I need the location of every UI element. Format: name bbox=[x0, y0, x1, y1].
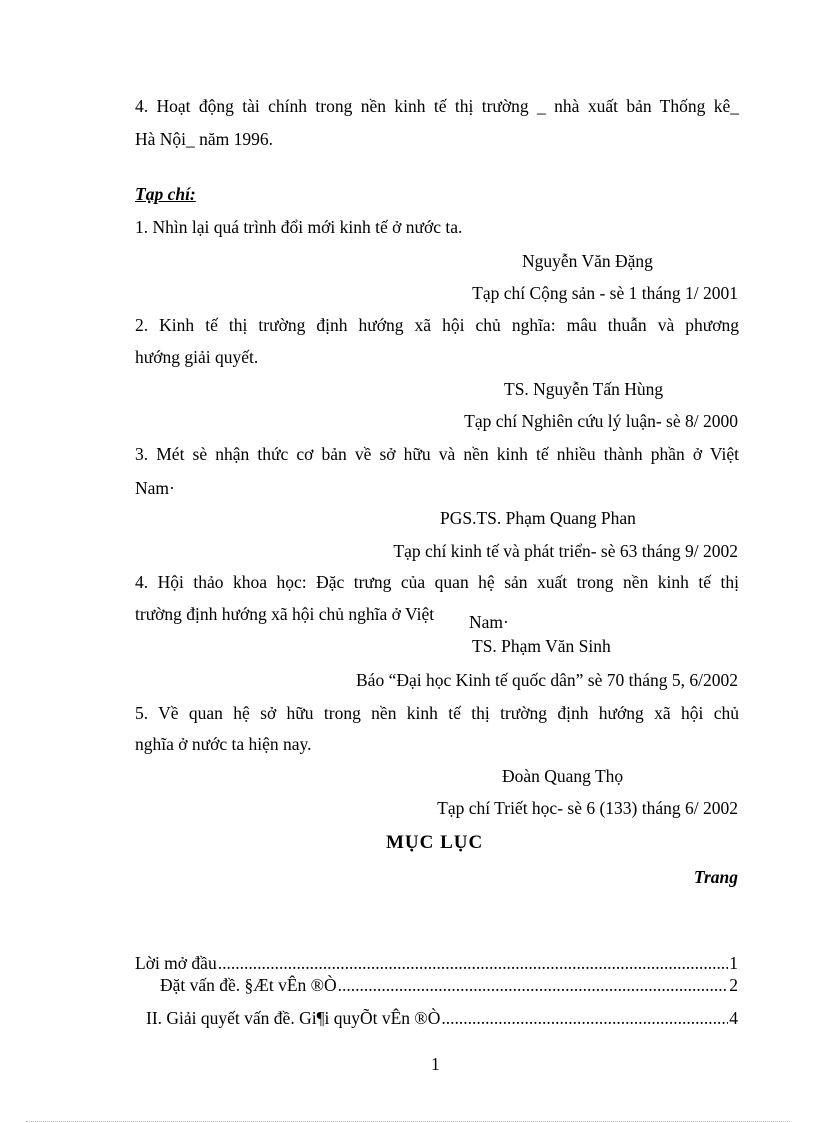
toc-entry[interactable] bbox=[160, 977, 738, 995]
journal-2-title-line-1: 2. Kinh tế thị trường định hướng xã hội chủ nghĩa: mâu thuẫn và phương bbox=[135, 315, 739, 335]
toc-leader-dots bbox=[441, 1010, 728, 1028]
toc-entry-label: II. Giải quyết vấn đề. Gi¶i quyÕt vÊn ®Ò bbox=[146, 1008, 441, 1028]
journal-1-title: 1. Nhìn lại quá trình đổi mới kinh tế ở nước ta. bbox=[135, 217, 463, 237]
toc-leader-dots bbox=[218, 955, 729, 973]
book-item-4-line-1: 4. Hoạt động tài chính trong nền kinh tế thị trường _ nhà xuất bản Thống kê_ bbox=[135, 96, 739, 116]
toc-entry[interactable] bbox=[146, 1010, 738, 1028]
toc-title: MỤC LỤC bbox=[386, 832, 484, 853]
journal-2-source: Tạp chí Nghiên cứu lý luận- sè 8/ 2000 bbox=[464, 411, 738, 431]
journals-heading: Tạp chí: bbox=[135, 184, 196, 204]
toc-entry-label: Lời mở đầu bbox=[135, 953, 217, 973]
book-item-4-line-2: Hà Nội_ năm 1996. bbox=[135, 129, 274, 149]
toc-entry-label: Đặt vấn đề. §Æt vÊn ®Ò bbox=[160, 975, 337, 995]
toc-leader-dots bbox=[338, 977, 729, 995]
journal-4-title-line-1: 4. Hội thảo khoa học: Đặc trưng của quan hệ sản xuất trong nền kinh tế thị bbox=[135, 572, 739, 592]
journal-5-source: Tạp chí Triết học- sè 6 (133) tháng 6/ 2002 bbox=[437, 798, 738, 818]
toc-page-label: Trang bbox=[693, 867, 738, 887]
journal-3-source: Tạp chí kinh tế và phát triển- sè 63 tháng 9/ 2002 bbox=[393, 541, 738, 561]
journal-3-title-line-2: Nam· bbox=[135, 478, 175, 498]
journal-2-author: TS. Nguyễn Tấn Hùng bbox=[504, 379, 664, 399]
toc-entry-page: 4 bbox=[729, 1008, 738, 1028]
journal-5-title-line-2: nghĩa ở nước ta hiện nay. bbox=[135, 734, 312, 754]
journal-1-author: Nguyễn Văn Đặng bbox=[522, 251, 653, 271]
journal-1-source: Tạp chí Cộng sản - sè 1 tháng 1/ 2001 bbox=[472, 283, 738, 303]
journal-4-title-line-2: trường định hướng xã hội chủ nghĩa ở Việt bbox=[135, 604, 435, 624]
journal-5-author: Đoàn Quang Thọ bbox=[502, 766, 624, 786]
journal-3-author: PGS.TS. Phạm Quang Phan bbox=[440, 508, 636, 528]
page-number: 1 bbox=[431, 1054, 440, 1074]
journal-4-author: TS. Phạm Văn Sinh bbox=[472, 636, 611, 656]
journal-4-source: Báo “Đại học Kinh tế quốc dân” sè 70 tháng 5, 6/2002 bbox=[356, 670, 738, 690]
page-bottom-divider bbox=[26, 1121, 790, 1122]
toc-entry-page: 2 bbox=[729, 975, 738, 995]
journal-5-title-line-1: 5. Về quan hệ sở hữu trong nền kinh tế thị trường định hướng xã hội chủ bbox=[135, 703, 739, 723]
journal-4-title-line-2-tail: Nam· bbox=[469, 612, 509, 632]
toc-entry-page: 1 bbox=[729, 953, 738, 973]
journal-2-title-line-2: hướng giải quyết. bbox=[135, 347, 259, 367]
toc-entry[interactable] bbox=[135, 955, 738, 973]
journal-3-title-line-1: 3. Mét sè nhận thức cơ bản về sở hữu và nền kinh tế nhiều thành phần ở Việt bbox=[135, 444, 739, 464]
